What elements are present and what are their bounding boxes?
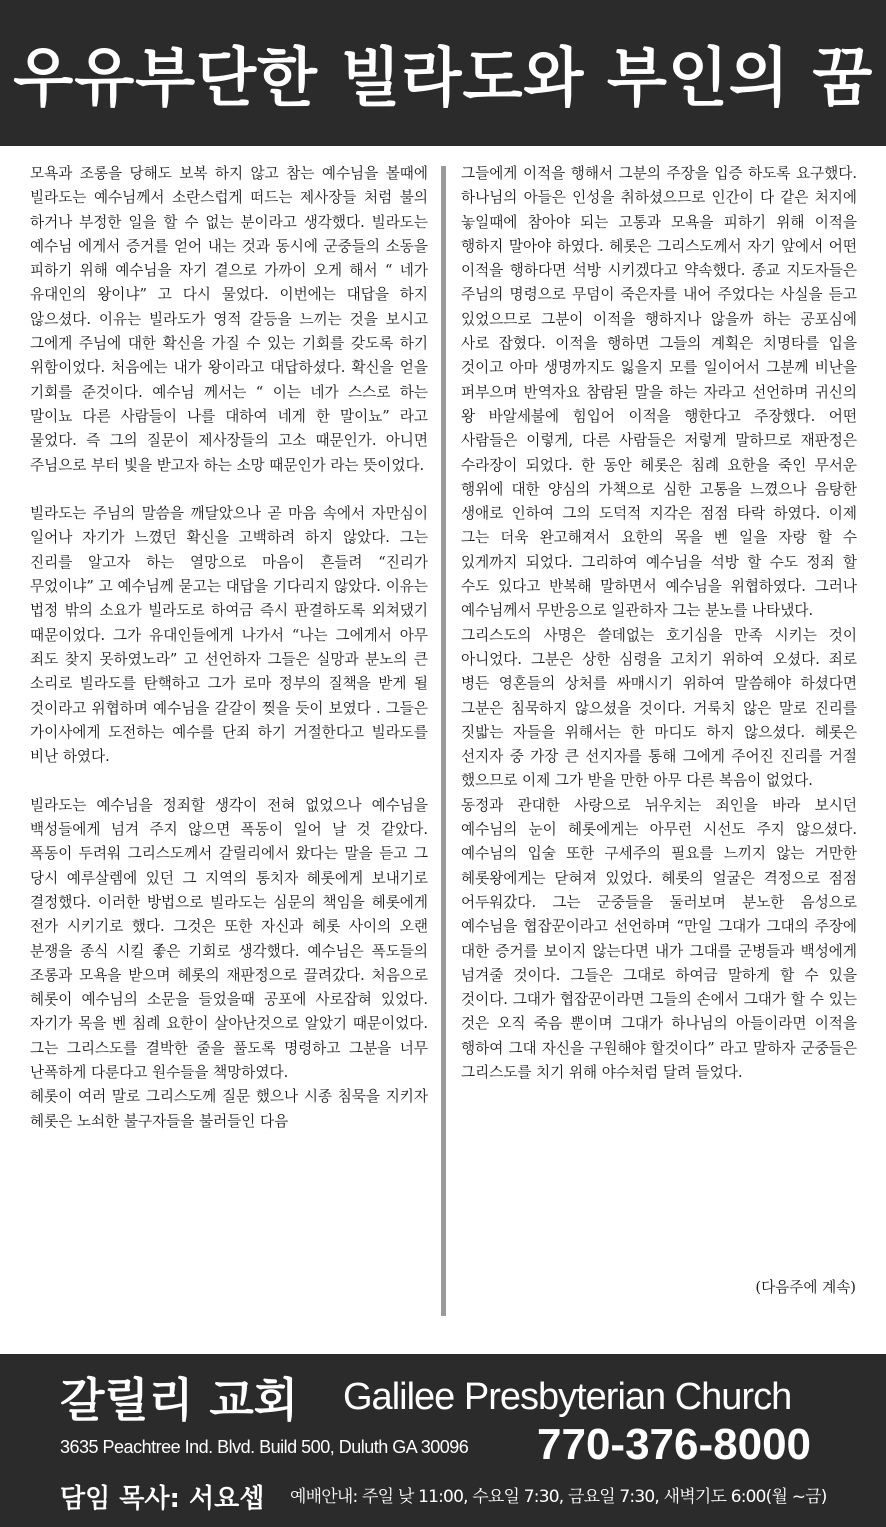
church-address: 3635 Peachtree Ind. Blvd. Build 500, Duluth GA 30096 xyxy=(60,1437,469,1457)
pastor-name: 담임 목사: 서요셉 xyxy=(60,1484,265,1514)
article-column-left xyxy=(30,162,428,1134)
paragraph: 모욕과 조롱을 당해도 보복 하지 않고 참는 예수님을 볼때에 빌라도는 예수님께서 소란스럽게 떠드는 제사장들 처럼 불의 하거나 부정한 일을 할 수 없는 분이라고 생각했다. 빌라도는 예수님 에게서 증거를 얻어 내는 것과 동시에 군중들의 소동을 피하기 위해 예수님을 자기 곁으로 가까이 오게 해서 “ 네가 유대인의 왕이냐” 고 다시 물었다. 이번에는 대답을 하지 않으셨다. 이유는 빌라도가 영적 갈등을 느끼는 것을 보시고 그에게 주님에 대한 확신을 가질 수 있는 기회를 갖도록 하기 위함이었다. 처음에는 내가 왕이라고 대답하셨다. 확신을 얻을 기회를 준것이다. 예수님 께서는 “ 이는 네가 스스로 하는 말이뇨 다른 사람들이 나를 대하여 네게 한 말이뇨” 라고 물었다. 즉 그의 질문이 제사장들의 고소 때문인가. 아니면 주님으로 부터 빛을 받고자 하는 소망 때문인가 라는 뜻이었다. xyxy=(30,165,428,474)
header-band xyxy=(0,0,886,146)
worship-schedule: 예배안내: 주일 낮 11:00, 수요일 7:30, 금요일 7:30, 새벽기도 6:00(월 ~금) xyxy=(290,1487,827,1507)
continued-note: (다음주에 계속) xyxy=(755,1279,856,1296)
page-title: 우유부단한 빌라도와 부인의 꿈 xyxy=(13,42,873,116)
paragraph: 빌라도는 주님의 말씀을 깨달았으나 곧 마음 속에서 자만심이 일어나 자기가 느꼈던 확신을 고백하려 하지 않았다. 그는 진리를 알고자 하는 열망으로 마음이 흔들려 “진리가 무었이냐” 고 예수님께 묻고는 대답을 기다리지 않았다. 이유는 법정 밖의 소요가 빌라도로 하여금 즉시 판결하도록 외쳐댔기 때문이었다. 그가 유대인들에게 나가서 “나는 그에게서 아무 죄도 찾지 못하였노라” 고 선언하자 그들은 실망과 분노의 큰 소리로 빌라도를 탄핵하고 그가 로마 정부의 질책을 받게 될 것이라고 위협하며 예수님을 갈갈이 찢을 듯이 보였다 . 그들은 가이사에게 도전하는 예수를 단죄 하기 거절한다고 빌라도를 비난 하였다. xyxy=(30,505,428,766)
church-phone: 770-376-8000 xyxy=(537,1420,812,1469)
column-divider xyxy=(441,166,446,1316)
article-column-right xyxy=(461,162,857,1085)
church-name-english: Galilee Presbyterian Church xyxy=(343,1376,792,1418)
paragraph: 동정과 관대한 사랑으로 뉘우치는 죄인을 바라 보시던 예수님의 눈이 헤롯에게는 아무런 시선도 주지 않으셨다. 예수님의 입술 또한 구세주의 필요를 느끼지 않는 거만한 헤롯왕에게는 닫혀져 있었다. 헤롯의 얼굴은 격정으로 점점 어두워갔다. 그는 군중들을 둘러보며 분노한 음성으로 예수님을 협잡꾼이라고 선언하며 “만일 그대가 그대의 주장에 대한 증거를 보이지 않는다면 내가 그대를 군병들과 백성에게 넘겨줄 것이다. 그들은 그대로 하여금 말하게 할 수 있을 것이다. 그대가 협잡꾼이라면 그들의 손에서 그대가 할 수 있는 것은 오직 죽음 뿐이며 그대가 하나님의 아들이라면 이적을 행하여 그대 자신을 구원해야 할것이다” 라고 말하자 군중들은 그리스도를 치기 위해 야수처럼 달려 들었다. xyxy=(461,796,857,1081)
footer-band xyxy=(0,1354,886,1527)
church-name-korean: 갈릴리 교회 xyxy=(60,1373,299,1427)
paragraph: 그들에게 이적을 행해서 그분의 주장을 입증 하도록 요구했다. 하나님의 아들은 인성을 취하셨으므로 인간이 다 같은 처지에 놓일때에 참아야 되는 고통과 모욕을 피하기 위해 이적을 행하지 말아야 하였다. 헤롯은 그리스도께서 자기 앞에서 어떤 이적을 행하다면 석방 시키겠다고 약속했다. 종교 지도자들은 주님의 명령으로 무덤이 죽은자를 내어 주었다는 사실을 듣고 있었으므로 그분이 이적을 행하지나 않을까 하는 공포심에 사로 잡혔다. 이적을 행하면 그들의 계획은 치명타를 입을 것이고 아마 생명까지도 잃을지 모를 일이어서 그분께 비난을 퍼부으며 반역자요 참람된 말을 하는 자라고 선언하며 귀신의 왕 바알세불에 힘입어 이적을 행한다고 주장했다. 어떤 사람들은 이렇게, 다른 사람들은 저렇게 말하므로 재판정은 수라장이 되었다. 한 동안 헤롯은 침례 요한을 죽인 무서운 행위에 대한 양심의 가책으로 심한 고통을 느꼈으나 음탕한 생애로 인하여 그의 도덕적 지각은 점점 타락 하였다. 이제 그는 더욱 완고해져서 요한의 목을 벤 일을 자랑 할 수 있게까지 되었다. 그리하여 예수님을 석방 할 수도 정죄 할 수도 있다고 반복해 말하면서 예수님을 위협하였다. 그러나 예수님께서 무반응으로 일관하자 그는 분노를 나타냈다. xyxy=(461,165,857,620)
paragraph: 빌라도는 예수님을 정죄할 생각이 전혀 없었으나 예수님을 백성들에게 넘겨 주지 않으면 폭동이 일어 날 것 같았다. 폭동이 두려워 그리스도께서 갈릴리에서 왔다는 말을 듣고 그 당시 예루살렘에 있던 그 지역의 통치자 헤롯에게 보내기로 결정했다. 이러한 방법으로 빌라도는 심문의 책임을 헤롯에게 전가 시키기로 했다. 그것은 또한 자신과 헤롯 사이의 오랜 분쟁을 종식 시킬 좋은 기회로 생각했다. 예수님은 폭도들의 조롱과 모욕을 받으며 헤롯의 재판정으로 끌려갔다. 처음으로 헤롯이 예수님의 소문을 들었을때 공포에 사로잡혀 있었다. 자기가 목을 벤 침례 요한이 살아난것으로 알았기 때문이었다. 그는 그리스도를 결박한 줄을 풀도록 명령하고 그분을 너무 난폭하게 다룬다고 원수들을 책망하였다. xyxy=(30,796,428,1081)
paragraph: 헤롯이 여러 말로 그리스도께 질문 했으나 시종 침묵을 지키자 헤롯은 노쇠한 불구자들을 불러들인 다음 xyxy=(30,1088,428,1130)
paragraph: 그리스도의 사명은 쓸데없는 호기심을 만족 시키는 것이 아니었다. 그분은 상한 심령을 고치기 위하여 오셨다. 죄로 병든 영혼들의 상처를 싸매시기 위하여 말씀해야 하셨다면 그분은 침묵하지 않으셨을 것이다. 거룩치 않은 말로 진리를 짓밟는 자들을 위해서는 한 마디도 하지 않으셨다. 헤롯은 선지자 중 가장 큰 선지자를 통해 그에게 주어진 진리를 거절 했으므로 이제 그가 받을 만한 아무 다른 복음이 없었다. xyxy=(461,626,857,790)
